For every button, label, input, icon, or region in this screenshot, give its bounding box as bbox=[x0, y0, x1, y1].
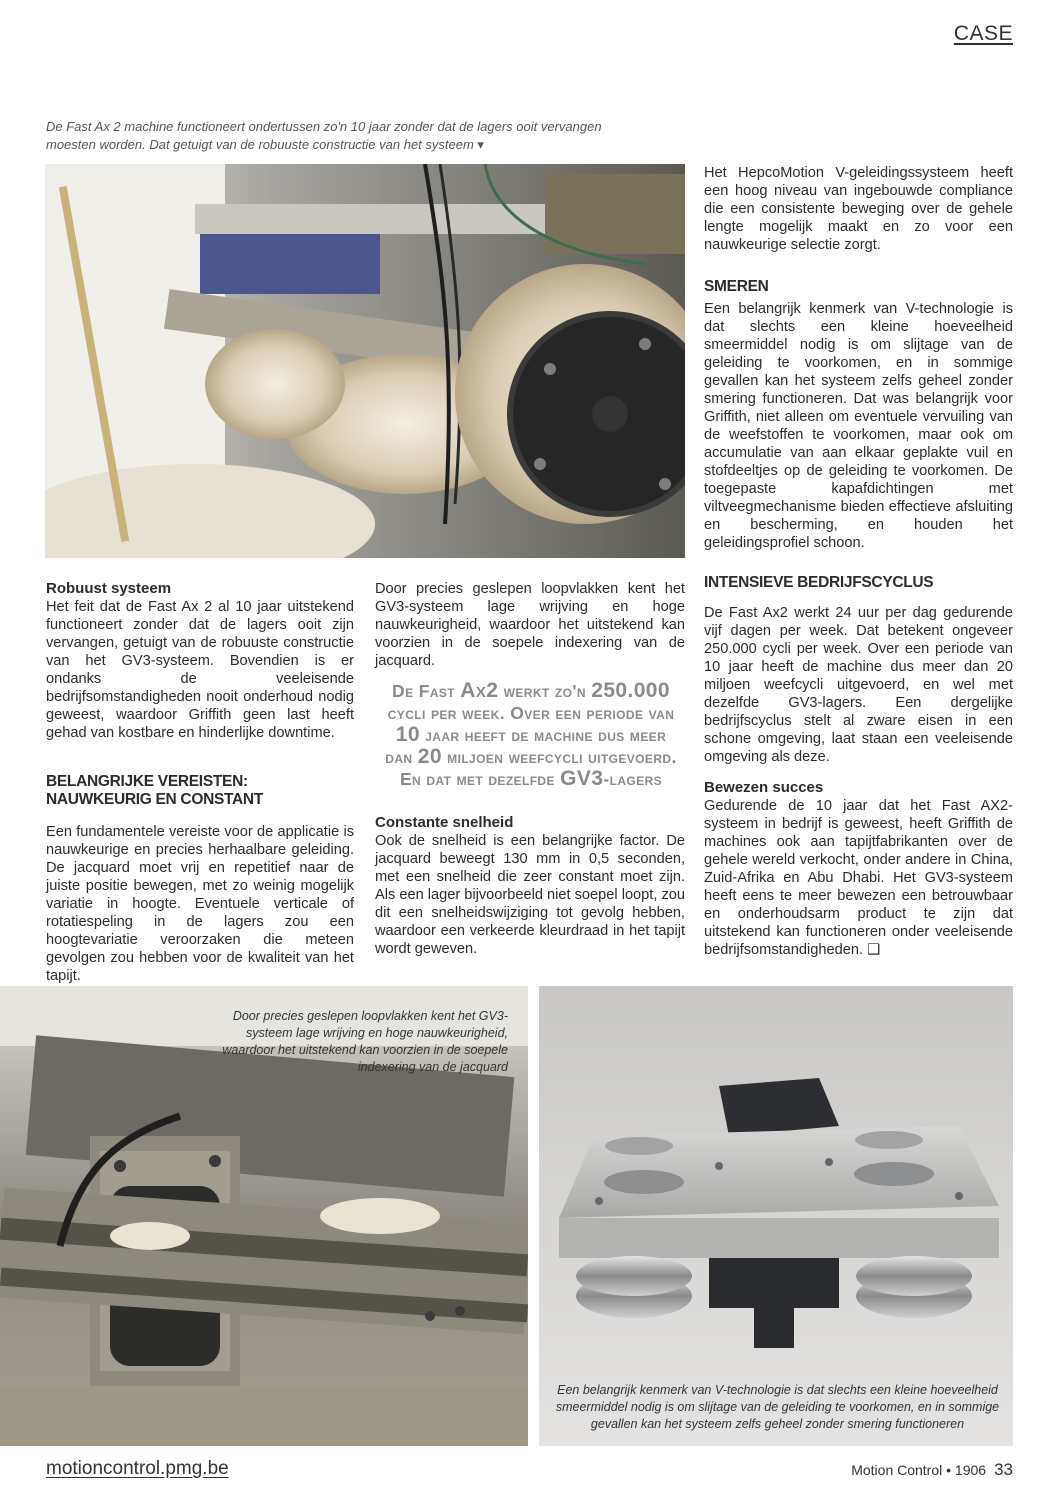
pull-quote bbox=[375, 680, 687, 790]
column-3 bbox=[704, 164, 1013, 959]
heading-smeren: SMEREN bbox=[704, 278, 769, 295]
paragraph-bewezen-succes: Gedurende de 10 jaar dat het Fast AX2-systeem in bedrijf is geweest, heeft Griffith de machines ook aan tapijtfabrikanten over de gehele wereld verkocht, onder andere in China, Zuid-Afrika en Abu Dhabi. Het GV3-systeem heeft eens te meer bewezen een betrouwbaar en onderhoudsarm product te zijn dat uitstekend kan functioneren onder veeleisende bedrijfsomstandigheden. ❑ bbox=[704, 798, 1013, 958]
column-1 bbox=[46, 580, 354, 985]
heading-line-1: BELANGRIJKE VEREISTEN: bbox=[46, 773, 248, 790]
page-number: 33 bbox=[994, 1460, 1013, 1479]
heading-belangrijke-vereisten bbox=[46, 773, 354, 809]
column-2 bbox=[375, 580, 685, 670]
heading-intensieve-bedrijfscyclus: INTENSIEVE BEDRIJFSCYCLUS bbox=[704, 574, 934, 591]
footer-publication bbox=[851, 1460, 1013, 1480]
paragraph-smeren: Een belangrijk kenmerk van V-technologie is dat slechts een kleine hoeveelheid smeermiddel nodig is om slijtage van de geleiding te voorkomen, en in sommige gevallen kan het systeem zelfs geheel zonder smering functioneren. Dat was belangrijk voor Griffith, niet alleen om eventuele vervuiling van de weefstoffen te voorkomen, maar ook om accumulatie van aan elkaar geplakte vuil en stofdeeltjes op de geleiding te voorkomen. De toegepaste kapafdichtingen met viltveegmechanisme bieden effectieve afsluiting en bescherming, en houden het geleidingsprofiel schoon. bbox=[704, 301, 1013, 551]
quote-line-2: cycli per week. Over een periode van bbox=[387, 703, 675, 723]
section-label: CASE bbox=[953, 22, 1013, 45]
paragraph-hepcomotion: Het HepcoMotion V-geleidingssysteem heeft een hoog niveau van ingebouwde compliance die een consistente beweging over de gehele lengte mogelijk maakt en zo voor een nauwkeurige selectie zorgt. bbox=[704, 165, 1013, 253]
top-photo-caption bbox=[46, 118, 646, 154]
caption-marker-icon: ▾ bbox=[477, 137, 484, 152]
quote-line-4: dan 20 miljoen weefcycli uitgevoerd. bbox=[385, 745, 677, 768]
bearing-photo-bottom-right bbox=[539, 986, 1013, 1446]
bottom-left-caption: Door precies geslepen loopvlakken kent het GV3-systeem lage wrijving en hoge nauwkeurigheid, waardoor het uitstekend kan voorzien in de soepele indexering van de jacquard bbox=[222, 1009, 508, 1074]
machine-photo-top-image bbox=[45, 164, 685, 558]
quote-line-5: En dat met dezelfde GV3-lagers bbox=[399, 767, 663, 790]
paragraph-bedrijfscyclus: De Fast Ax2 werkt 24 uur per dag gedurende vijf dagen per week. Dat betekent ongeveer 250.000 cycli per week. Over een periode van 10 jaar heeft de machine dus meer dan 20 miljoen weefcycli uitgevoerd, en wel met dezelfde GV3-lagers. Een dergelijke bedrijfscyclus stelt al zware eisen in een schone omgeving, laat staan een veeleisende omgeving als deze. bbox=[704, 605, 1013, 765]
footer-website-link[interactable]: motioncontrol.pmg.be bbox=[46, 1458, 229, 1479]
caption-line-1: De Fast Ax 2 machine functioneert ondertussen zo'n 10 jaar zonder dat de lagers ooit vervangen bbox=[46, 119, 602, 134]
paragraph-vereisten: Een fundamentele vereiste voor de applicatie is nauwkeurige en precies herhaalbare geleiding. De jacquard moet vrij en repetitief naar de juiste positie bewegen, met zo weinig mogelijk variatie in hoogte. Eventuele verticale of rotatiespeling in de lagers zou een hoogtevariatie veroorzaken die meteen gevolgen zou hebben voor de kwaliteit van het tapijt. bbox=[46, 824, 354, 984]
bearing-photo-image bbox=[539, 986, 1013, 1446]
end-mark-icon: ❑ bbox=[867, 942, 881, 958]
quote-line-3: 10 jaar heeft de machine dus meer bbox=[395, 723, 667, 746]
heading-robuust-systeem: Robuust systeem bbox=[46, 580, 172, 597]
bottom-right-caption: Een belangrijk kenmerk van V-technologie is dat slechts een kleine hoeveelheid smeermiddel nodig is om slijtage van de geleiding te voorkomen, en in sommige gevallen kan het systeem zelfs geheel zonder smering functioneren bbox=[555, 1383, 1000, 1431]
paragraph-loopvlakken: Door precies geslepen loopvlakken kent het GV3-systeem lage wrijving en hoge nauwkeurigheid, waardoor het uitstekend kan voorzien in de soepele indexering van de jacquard. bbox=[375, 581, 685, 669]
paragraph-robuust: Het feit dat de Fast Ax 2 al 10 jaar uitstekend functioneert zonder dat de lagers ooit zijn vervangen, getuigt van de robuuste constructie van het GV3-systeem. Bovendien is er ondanks de veeleisende bedrijfsomstandigheden nooit onderhoud nodig geweest, waardoor Griffith geen last heeft gehad van kostbare en hinderlijke downtime. bbox=[46, 599, 354, 741]
heading-line-2: NAUWKEURIG EN CONSTANT bbox=[46, 791, 263, 808]
magazine-issue: Motion Control • 1906 bbox=[851, 1462, 987, 1478]
column-2-lower bbox=[375, 814, 685, 958]
heading-bewezen-succes: Bewezen succes bbox=[704, 779, 824, 796]
paragraph-snelheid: Ook de snelheid is een belangrijke factor. De jacquard beweegt 130 mm in 0,5 seconden, met een snelheid die zeer constant moet zijn. Als een lager bijvoorbeeld niet soepel loopt, zou dit een snelheidswijziging tot gevolg hebben, waardoor een verkeerde kleurdraad in het tapijt wordt geweven. bbox=[375, 833, 685, 957]
caption-line-2: moesten worden. Dat getuigt van de robuuste constructie van het systeem bbox=[46, 137, 474, 152]
quote-line-1: De Fast Ax2 werkt zo'n 250.000 bbox=[392, 679, 670, 702]
machine-photo-top bbox=[45, 164, 685, 558]
heading-constante-snelheid: Constante snelheid bbox=[375, 814, 514, 831]
